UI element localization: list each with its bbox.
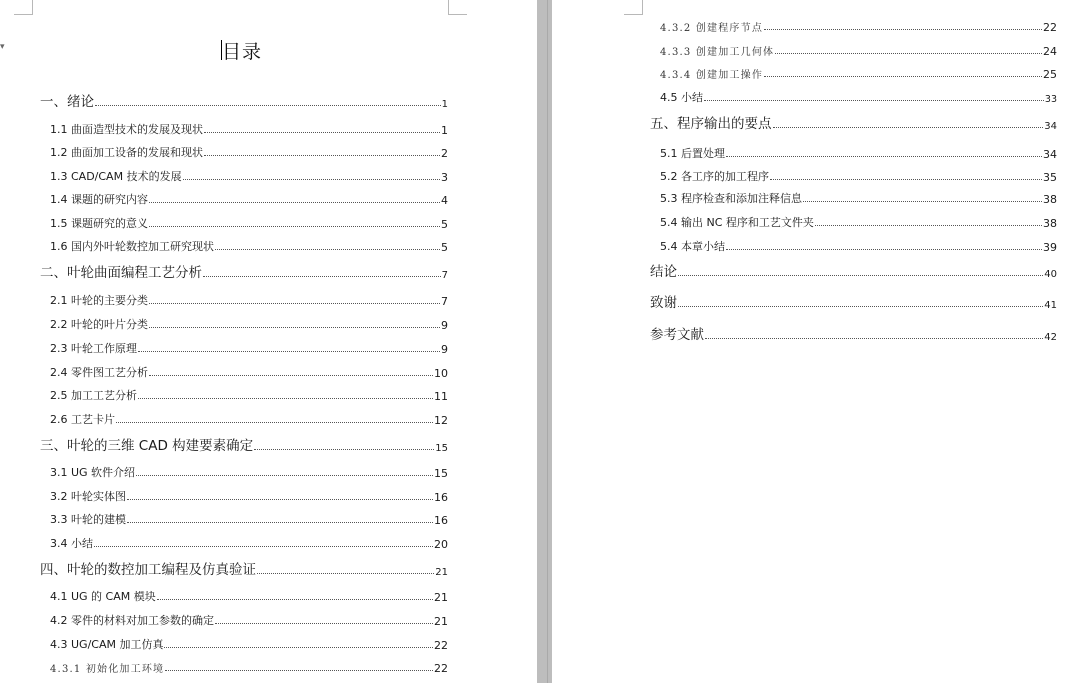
toc-entry-text: 4.3 UG/CAM 加工仿真: [50, 638, 164, 651]
toc-entry[interactable]: [50, 610, 448, 628]
dot-leader: [775, 52, 1042, 54]
toc-page-number: 21: [434, 615, 448, 628]
dot-leader: [149, 225, 440, 227]
dot-leader: [815, 224, 1042, 226]
toc-entry[interactable]: [40, 92, 448, 110]
page-corner-marker: [14, 0, 33, 15]
dot-leader: [183, 178, 440, 180]
dot-leader: [254, 448, 434, 450]
toc-page-number: 34: [1044, 121, 1057, 132]
toc-page-number: 33: [1044, 94, 1057, 105]
toc-page-number: 39: [1043, 241, 1057, 254]
dot-leader: [764, 75, 1042, 77]
toc-entry[interactable]: [50, 486, 448, 504]
toc-page-number: 38: [1043, 217, 1057, 230]
toc-entry[interactable]: [50, 189, 448, 207]
dot-leader: [770, 178, 1042, 180]
dot-leader: [203, 275, 441, 277]
toc-page-number: 4: [441, 194, 448, 207]
toc-entry-text: 4.5 小结: [660, 91, 703, 104]
toc-entry-text: 3.2 叶轮实体图: [50, 490, 126, 503]
toc-page-number: 25: [1043, 68, 1057, 81]
toc-entry-text: 3.1 UG 软件介绍: [50, 466, 136, 479]
dot-leader: [95, 104, 441, 106]
document-page-right: [552, 0, 1071, 683]
toc-entry-text: 四、叶轮的数控加工编程及仿真验证: [40, 562, 256, 578]
toc-entry[interactable]: [50, 236, 448, 254]
toc-page-number: 9: [441, 343, 448, 356]
toc-entry[interactable]: [50, 142, 448, 160]
dot-leader: [164, 646, 433, 648]
toc-entry[interactable]: [660, 166, 1057, 184]
toc-page-number: 42: [1044, 332, 1057, 343]
toc-entry-text: 致谢: [650, 295, 677, 311]
toc-entry[interactable]: [660, 212, 1057, 230]
toc-entry[interactable]: [660, 188, 1057, 206]
toc-entry[interactable]: [40, 560, 448, 578]
toc-entry-text: 2.3 叶轮工作原理: [50, 342, 137, 355]
toc-entry[interactable]: [650, 262, 1057, 280]
toc-page-number: 1: [441, 124, 448, 137]
toc-entry-text: 4.3.1 初始化加工环境: [50, 664, 165, 675]
toc-page-number: 15: [434, 467, 448, 480]
toc-entry[interactable]: [650, 114, 1057, 132]
toc-page-number: 40: [1044, 269, 1057, 280]
dot-leader: [764, 28, 1042, 30]
dot-leader: [136, 474, 433, 476]
toc-entry-text: 4.3.2 创建程序节点: [660, 23, 764, 34]
toc-entry-text: 5.3 程序检查和添加注释信息: [660, 192, 802, 205]
toc-page-number: 7: [441, 270, 448, 281]
dot-leader: [215, 622, 433, 624]
dot-leader: [726, 155, 1042, 157]
toc-entry-text: 2.4 零件图工艺分析: [50, 366, 148, 379]
toc-entry-text: 3.3 叶轮的建模: [50, 513, 126, 526]
toc-entry-text: 五、程序输出的要点: [650, 116, 772, 132]
toc-entry[interactable]: [660, 16, 1057, 34]
toc-entry[interactable]: [50, 509, 448, 527]
toc-entry[interactable]: [50, 409, 448, 427]
toc-entry-text: 1.1 曲面造型技术的发展及现状: [50, 123, 203, 136]
toc-entry-text: 2.5 加工工艺分析: [50, 389, 137, 402]
toc-entry-text: 4.2 零件的材料对加工参数的确定: [50, 614, 214, 627]
toc-page-number: 15: [435, 443, 448, 454]
toc-entry[interactable]: [50, 166, 448, 184]
page-corner-marker: [448, 0, 467, 15]
dot-leader: [704, 99, 1044, 101]
toc-entry[interactable]: [50, 119, 448, 137]
toc-entry-text: 4.3.4 创建加工操作: [660, 70, 764, 81]
toc-entry[interactable]: [50, 362, 448, 380]
dot-leader: [138, 350, 440, 352]
dot-leader: [204, 131, 440, 133]
toc-page-number: 16: [434, 491, 448, 504]
dot-leader: [257, 572, 434, 574]
dot-leader: [127, 498, 433, 500]
toc-entry-text: 三、叶轮的三维 CAD 构建要素确定: [40, 438, 254, 454]
toc-page-number: 5: [441, 218, 448, 231]
toc-entry[interactable]: [650, 325, 1057, 343]
toc-entry[interactable]: [660, 40, 1057, 58]
toc-entry-text: 2.1 叶轮的主要分类: [50, 294, 148, 307]
toc-page-number: 3: [441, 171, 448, 184]
dot-leader: [116, 421, 433, 423]
toc-page-number: 34: [1043, 148, 1057, 161]
dot-leader: [726, 248, 1042, 250]
toc-entry[interactable]: [650, 293, 1057, 311]
dot-leader: [705, 337, 1043, 339]
toc-entry-text: 参考文献: [650, 327, 704, 343]
toc-entry-text: 1.3 CAD/CAM 技术的发展: [50, 170, 182, 183]
toc-entry[interactable]: [40, 436, 448, 454]
page-corner-marker: [624, 0, 643, 15]
toc-page-number: 9: [441, 319, 448, 332]
toc-entry-text: 1.6 国内外叶轮数控加工研究现状: [50, 240, 214, 253]
toc-page-number: 11: [434, 390, 448, 403]
toc-page-number: 1: [441, 99, 448, 110]
toc-entry-text: 2.2 叶轮的叶片分类: [50, 318, 148, 331]
dot-leader: [149, 374, 433, 376]
toc-entry[interactable]: [50, 213, 448, 231]
toc-page-number: 12: [434, 414, 448, 427]
toc-entry[interactable]: [50, 462, 448, 480]
dot-leader: [127, 521, 433, 523]
page-gutter: [537, 0, 552, 683]
toc-entry-text: 2.6 工艺卡片: [50, 413, 115, 426]
indent-marker-icon: ▾: [0, 42, 5, 52]
toc-page-number: 10: [434, 367, 448, 380]
toc-entry-text: 5.4 输出 NC 程序和工艺文件夹: [660, 216, 814, 229]
toc-page-number: 21: [435, 567, 448, 578]
toc-entry[interactable]: [50, 314, 448, 332]
toc-page-number: 41: [1044, 300, 1057, 311]
toc-entry[interactable]: [50, 338, 448, 356]
dot-leader: [803, 200, 1042, 202]
dot-leader: [138, 397, 433, 399]
toc-entry[interactable]: [660, 236, 1057, 254]
toc-page-number: 38: [1043, 193, 1057, 206]
toc-entry[interactable]: [50, 290, 448, 308]
toc-entry[interactable]: [50, 634, 448, 652]
toc-entry-text: 5.2 各工序的加工程序: [660, 170, 769, 183]
toc-page-number: 22: [434, 662, 448, 675]
toc-page-number: 16: [434, 514, 448, 527]
toc-entry[interactable]: [660, 63, 1057, 81]
toc-entry-text: 1.4 课题的研究内容: [50, 193, 148, 206]
toc-entry[interactable]: [50, 657, 448, 675]
toc-entry-text: 1.2 曲面加工设备的发展和现状: [50, 146, 203, 159]
toc-entry-text: 1.5 课题研究的意义: [50, 217, 148, 230]
toc-entry-text: 结论: [650, 264, 677, 280]
toc-page-number: 24: [1043, 45, 1057, 58]
toc-page-number: 35: [1043, 171, 1057, 184]
dot-leader: [149, 326, 440, 328]
toc-entry[interactable]: [660, 143, 1057, 161]
toc-page-number: 20: [434, 538, 448, 551]
toc-entry[interactable]: [50, 586, 448, 604]
toc-page-number: 22: [434, 639, 448, 652]
dot-leader: [94, 545, 433, 547]
dot-leader: [773, 126, 1044, 128]
dot-leader: [678, 305, 1043, 307]
toc-page-number: 22: [1043, 21, 1057, 34]
dot-leader: [149, 302, 440, 304]
toc-entry-text: 3.4 小结: [50, 537, 93, 550]
toc-entry[interactable]: [660, 87, 1057, 105]
dot-leader: [165, 669, 433, 671]
toc-page-number: 21: [434, 591, 448, 604]
toc-page-number: 5: [441, 241, 448, 254]
dot-leader: [215, 248, 440, 250]
toc-entry-text: 5.4 本章小结: [660, 240, 725, 253]
toc-entry-text: 一、绪论: [40, 94, 94, 110]
dot-leader: [157, 598, 433, 600]
toc-title: 目录: [222, 41, 263, 63]
toc-entry[interactable]: [50, 533, 448, 551]
toc-entry-text: 4.3.3 创建加工几何体: [660, 47, 775, 58]
toc-entry[interactable]: [50, 385, 448, 403]
dot-leader: [678, 274, 1043, 276]
toc-page-number: 7: [441, 295, 448, 308]
toc-entry-text: 5.1 后置处理: [660, 147, 725, 160]
toc-page-number: 2: [441, 147, 448, 160]
toc-entry-text: 4.1 UG 的 CAM 模块: [50, 590, 156, 603]
toc-entry[interactable]: [40, 263, 448, 281]
toc-entry-text: 二、叶轮曲面编程工艺分析: [40, 265, 202, 281]
dot-leader: [149, 201, 440, 203]
dot-leader: [204, 154, 440, 156]
